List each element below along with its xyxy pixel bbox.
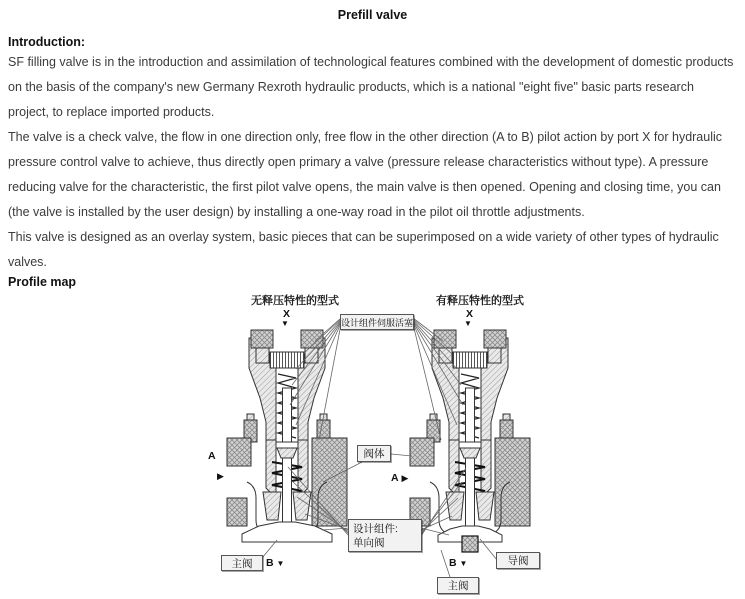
check-valve-label-line1: 设计组件: <box>353 522 398 535</box>
check-valve-label-box <box>348 519 422 552</box>
port-a-right-arrow-icon: ▶ <box>401 473 409 483</box>
port-b-right-label <box>449 557 467 569</box>
servo-piston-label-box: 设计组件伺服活塞 <box>340 314 414 330</box>
left-valve-section <box>227 330 347 542</box>
check-valve-label-line2: 单向阀 <box>353 536 385 549</box>
port-b-left-arrow-icon: ▼ <box>276 559 285 568</box>
intro-paragraph-2: The valve is a check valve, the flow in one direction only, free flow in the other direction (A to B) pilot action by port X for hydraulic pressure control valve to achieve, thus directly open primary a valve (pressure release characteristics without type). A pressure reducing valve for the characteristic, the first pilot valve opens, the main valve is then opened. Opening and closing time, you can (the valve is installed by the user design) by installing a one-way road in the pilot oil throttle adjustments. <box>8 130 723 219</box>
right-type-title: 有释压特性的型式 <box>436 295 524 307</box>
port-x-right-label: X <box>466 308 474 320</box>
valve-body-label-box: 阀体 <box>357 445 391 462</box>
port-a-left-label: A <box>208 450 216 462</box>
port-b-left-letter: B <box>266 557 274 569</box>
valve-diagram <box>0 290 745 599</box>
left-type-title: 无释压特性的型式 <box>251 295 339 307</box>
port-x-left-label: X <box>283 308 291 320</box>
introduction-heading: Introduction: <box>8 35 86 49</box>
main-valve-left-label-box: 主阀 <box>221 555 263 571</box>
right-valve-section <box>410 330 530 552</box>
intro-paragraph-1: SF filling valve is in the introduction and assimilation of technological features combined with the development of domestic products on the basis of the company's new Germany Rexroth hydraulic products, which is a national "eight five" basic parts research project, to replace imported products. <box>8 55 734 119</box>
port-a-left-arrow-icon: ▶ <box>217 471 224 481</box>
intro-paragraph-3: This valve is designed as an overlay system, basic pieces that can be superimposed on a wide variety of other types of hydraulic valves. <box>8 230 719 269</box>
port-b-right-letter: B <box>449 557 457 569</box>
main-valve-right-label-box: 主阀 <box>437 577 479 594</box>
page-title: Prefill valve <box>337 8 408 22</box>
port-x-right-arrow-icon: ▼ <box>464 319 472 328</box>
port-a-right-label <box>391 472 408 484</box>
profile-map-heading: Profile map <box>8 275 77 289</box>
port-a-right-letter: A <box>391 472 399 484</box>
port-x-left-arrow-icon: ▼ <box>281 319 289 328</box>
port-b-left-label <box>266 557 284 569</box>
pilot-valve-label-box: 导阀 <box>496 552 540 569</box>
port-b-right-arrow-icon: ▼ <box>459 559 468 568</box>
